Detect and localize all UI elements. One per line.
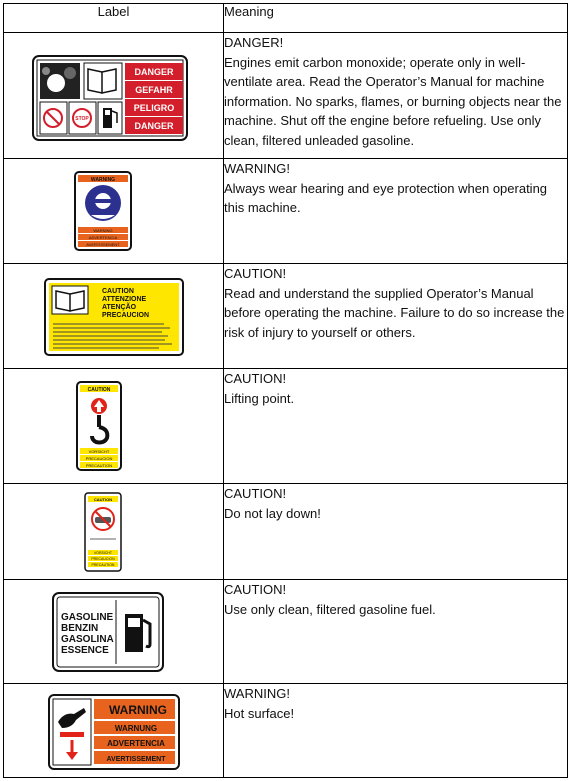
decal-signal-text: CAUTION [87, 387, 111, 393]
decal-signal-text: PRECAUCION [91, 557, 115, 561]
meaning-text: Hot surface! [224, 705, 295, 721]
decal-signal-text: VORSICHT [88, 449, 110, 454]
meaning-text: Always wear hearing and eye protection when operating this machine. [224, 180, 548, 215]
ear-eye-protection-icon [85, 185, 121, 221]
table-row [4, 33, 568, 159]
decal-signal-text: CAUTION [102, 288, 134, 295]
meaning-title: WARNING! [224, 686, 290, 701]
label-cell [4, 33, 224, 159]
table-row [4, 580, 568, 684]
decal-signal-text: WARNING [109, 703, 167, 717]
hot-surface-decal [48, 694, 180, 770]
safety-labels-table [3, 3, 568, 778]
decal-signal-text: DANGER [134, 67, 174, 77]
meaning-cell [224, 159, 568, 264]
label-column-header: Label [4, 4, 224, 33]
decal-signal-text: ADVERTENCIA [107, 739, 165, 748]
no-flame-icon [40, 102, 67, 134]
meaning-column-header: Meaning [224, 4, 568, 33]
no-lay-down-icon [92, 508, 114, 530]
lifting-point-decal [76, 381, 122, 471]
label-cell [4, 484, 224, 580]
meaning-cell [224, 264, 568, 369]
meaning-title: CAUTION! [224, 582, 287, 597]
meaning-text: Do not lay down! [224, 505, 321, 521]
decal-signal-text: PRECAUTION [91, 563, 115, 567]
meaning-title: WARNING! [224, 161, 290, 176]
decal-fuel-text: BENZIN [61, 623, 99, 634]
decal-fuel-text: ESSENCE [61, 645, 109, 656]
table-row [4, 369, 568, 484]
meaning-title: CAUTION! [224, 266, 287, 281]
meaning-text: Read and understand the supplied Operator’s Manual before operating the machine. Failure to do so increase the risk of injury to yourself or others. [224, 285, 565, 340]
meaning-cell [224, 684, 568, 778]
meaning-cell [224, 369, 568, 484]
meaning-cell [224, 484, 568, 580]
decal-signal-text: VORSICHT [93, 551, 113, 555]
label-cell [4, 580, 224, 684]
decal-signal-text: ATTENZIONE [102, 296, 147, 303]
table-row [4, 159, 568, 264]
meaning-cell [224, 33, 568, 159]
decal-signal-text: ADVERTENCIA [88, 235, 118, 240]
meaning-text: Lifting point. [224, 390, 295, 406]
label-cell [4, 264, 224, 369]
decal-signal-text: WARNING [90, 177, 116, 183]
stop-engine-icon [69, 102, 96, 134]
decal-signal-text: AVERTISSEMENT [86, 242, 120, 247]
decal-signal-text: PELIGRO [133, 103, 175, 113]
decal-signal-text: WARNING [93, 228, 113, 233]
table-row [4, 264, 568, 369]
manual-book-icon [52, 286, 88, 314]
decal-fuel-text: GASOLINE [61, 612, 114, 623]
label-cell [4, 369, 224, 484]
decal-signal-text: GEFAHR [135, 85, 173, 95]
fuel-pump-icon [98, 102, 122, 134]
svg-text:STOP: STOP [75, 116, 89, 122]
decal-fuel-text: GASOLINA [61, 634, 114, 645]
operator-manual-decal [44, 278, 184, 356]
meaning-title: DANGER! [224, 35, 284, 50]
fine-print-lines [53, 324, 172, 348]
meaning-text: Use only clean, filtered gasoline fuel. [224, 601, 436, 617]
table-row [4, 484, 568, 580]
meaning-title: CAUTION! [224, 371, 287, 386]
hot-surface-icon [53, 699, 91, 765]
meaning-title: CAUTION! [224, 486, 287, 501]
exhaust-fumes-icon [40, 63, 80, 99]
decal-signal-text: PRECAUCION [102, 312, 150, 319]
decal-signal-text: WARNUNG [114, 724, 158, 733]
decal-signal-text: DANGER [134, 121, 174, 131]
table-row [4, 684, 568, 778]
gasoline-decal [52, 592, 164, 672]
decal-signal-text: AVERTISSEMENT [106, 756, 166, 763]
table-header-row [4, 4, 568, 33]
decal-signal-text: PRECAUTION [85, 463, 113, 468]
decal-signal-text: ATENÇÃO [102, 304, 137, 311]
decal-signal-text: PRECAUCION [85, 456, 113, 461]
danger-decal [32, 55, 188, 141]
hearing-eye-protection-decal [74, 171, 132, 251]
label-cell [4, 684, 224, 778]
meaning-text: Engines emit carbon monoxide; operate only in well-ventilate area. Read the Operator’s Manual for machine information. No sparks, flames, or burning objects near the machine. Shut off the engine before refueling. Use only clean, filtered unleaded gasoline. [224, 54, 562, 148]
decal-signal-text: CAUTION [93, 497, 113, 502]
label-cell [4, 159, 224, 264]
manual-book-icon [84, 63, 122, 99]
do-not-lay-down-decal [84, 492, 122, 572]
meaning-cell [224, 580, 568, 684]
